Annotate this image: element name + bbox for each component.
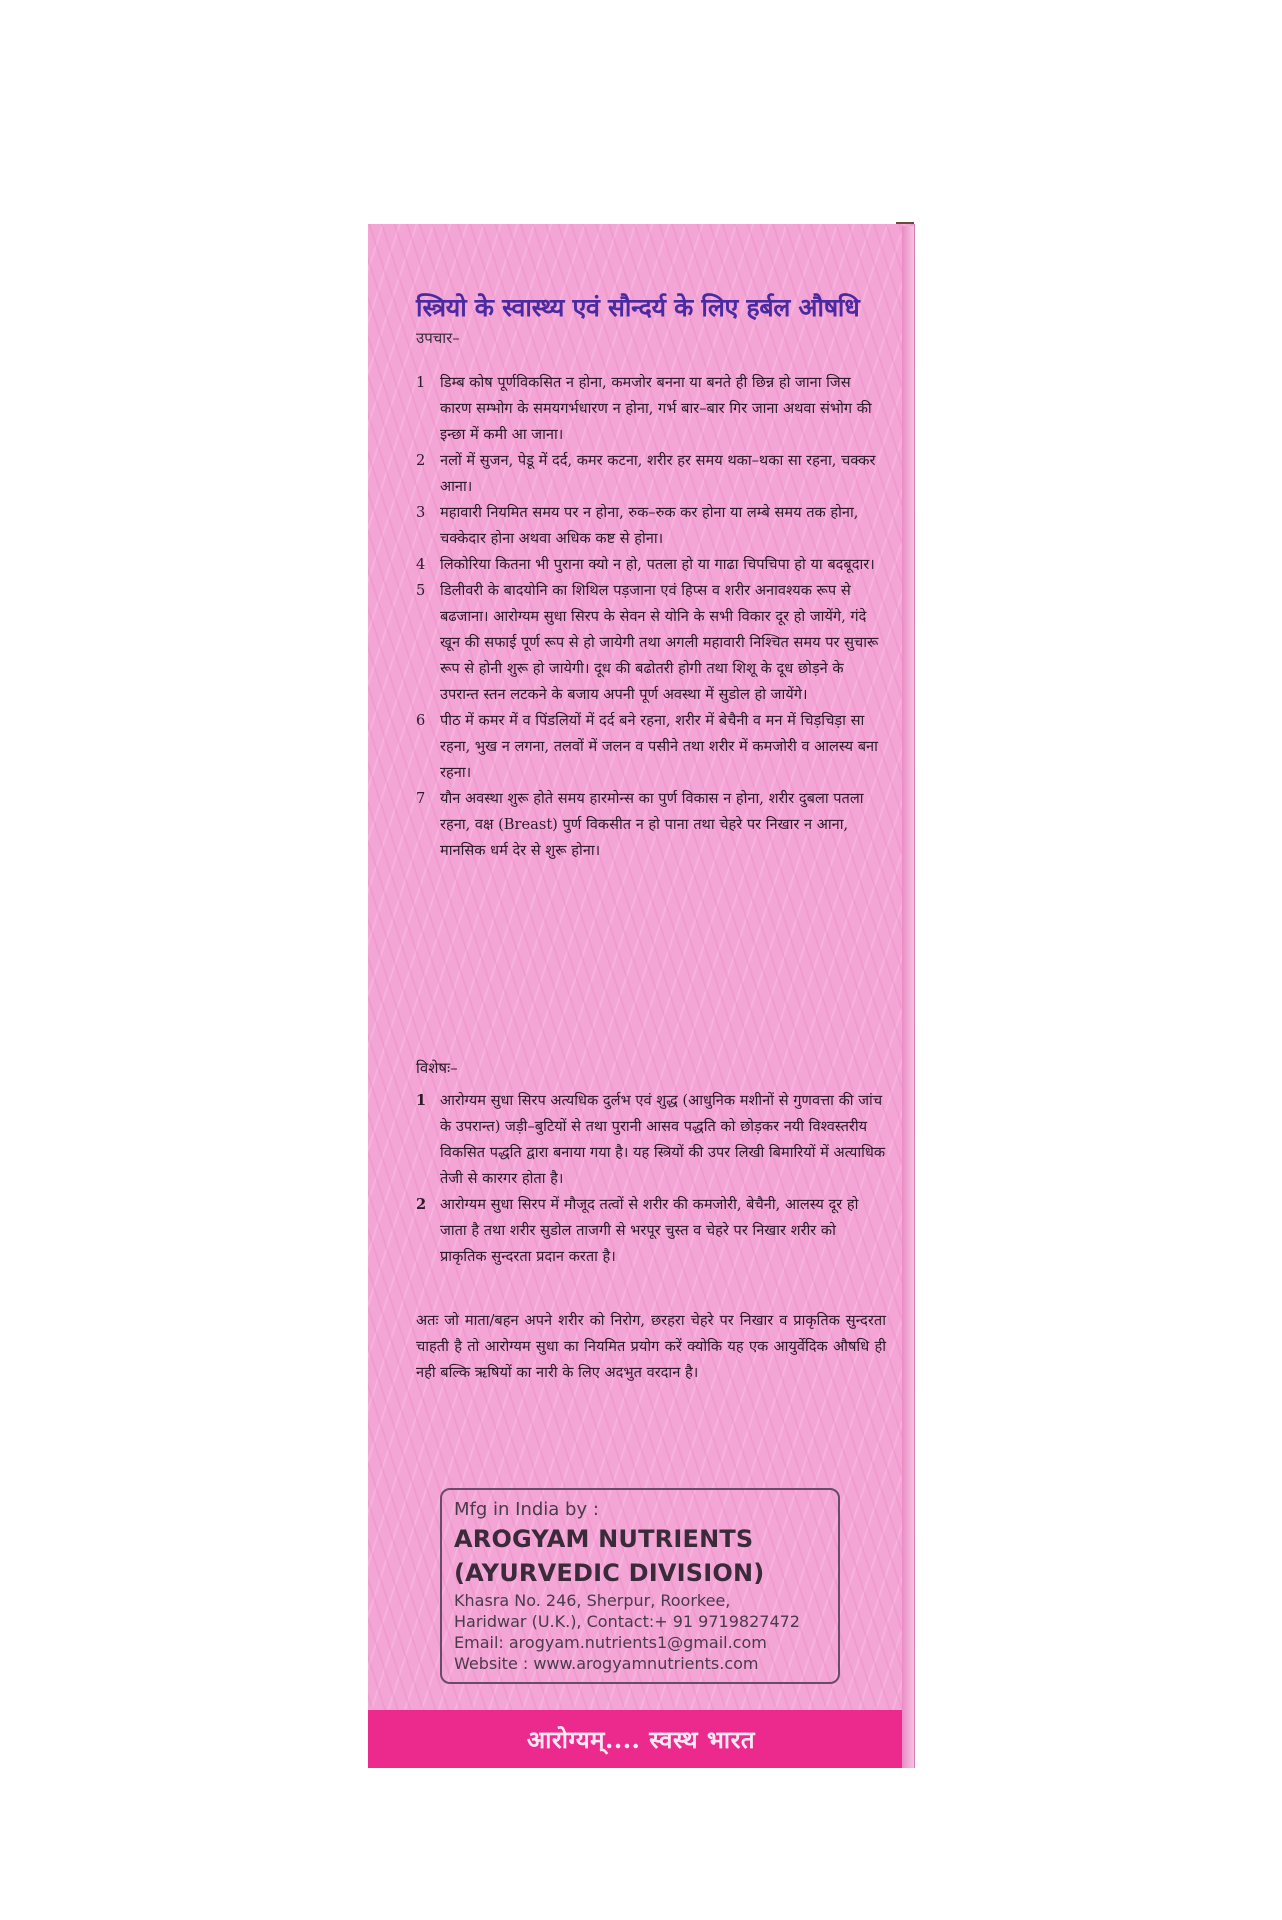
manufacturer-box [440,1488,840,1684]
item-number: 7 [416,790,426,807]
page-title: स्त्रियो के स्वास्थ्य एवं सौन्दर्य के लिए हर्बल औषधि [416,293,860,322]
item-text: महावारी नियमित समय पर न होना, रुक–रुक कर होना या लम्बे समय तक होना, चक्केदार होना अथवा अधिक कष्ट से होना। [440,504,859,547]
list-item [416,1192,886,1270]
list-item [416,370,886,448]
list-item [416,786,886,864]
item-number: 3 [416,504,426,521]
item-number: 2 [416,452,426,469]
special-heading: विशेषः– [416,1059,458,1077]
item-text: पीठ में कमर में व पिंडलियों में दर्द बने रहना, शरीर में बेचैनी व मन में चिड़चिड़ा सा रहना, भुख न लगना, तलवों में जलन व पसीने तथा शरीर में कमजोरी व आलस्य बना रहना। [440,712,878,781]
list-item [416,552,886,578]
email-line: Email: arogyam.nutrients1@gmail.com [454,1633,767,1652]
list-item [416,1088,886,1192]
list-item [416,500,886,552]
list-item [416,578,886,708]
item-number: 1 [416,374,426,391]
item-text: लिकोरिया कितना भी पुराना क्यो न हो, पतला हो या गाढा चिपचिपा हो या बदबूदार। [440,556,875,573]
item-number: 6 [416,712,426,729]
item-number: 2 [416,1196,427,1213]
item-number: 1 [416,1092,427,1109]
address-line-2: Haridwar (U.K.), Contact:+ 91 9719827472 [454,1612,800,1631]
list-item [416,708,886,786]
item-text: आरोग्यम सुधा सिरप में मौजूद तत्वों से शरीर की कमजोरी, बेचैनी, आलस्य दूर हो जाता है तथा शरीर सुडोल ताजगी से भरपूर चुस्त व चेहरे पर निखार शरीर को प्राकृतिक सुन्दरता प्रदान करता है। [440,1196,859,1265]
footer-band [368,1710,914,1768]
product-box-panel [368,224,914,1768]
item-number: 5 [416,582,426,599]
website-line: Website : www.arogyamnutrients.com [454,1654,759,1673]
mfg-label: Mfg in India by : [454,1499,599,1520]
treatments-list [416,370,886,864]
item-text: आरोग्यम सुधा सिरप अत्यधिक दुर्लभ एवं शुद्ध (आधुनिक मशीनों से गुणवत्ता की जांच के उपरान्त) जड़ी–बुटियों से तथा पुरानी आसव पद्धति को छोड़कर नयी विश्वस्तरीय विकसित पद्धति द्वारा बनाया गया है। यह स्त्रियों की उपर लिखी बिमारियों में अत्याधिक तेजी से कारगर होता है। [440,1092,886,1187]
item-text: यौन अवस्था शुरू होते समय हारमोन्स का पुर्ण विकास न होना, शरीर दुबला पतला रहना, वक्ष (Breast) पुर्ण विकसीत न हो पाना तथा चेहरे पर निखार न आना, मानसिक धर्म देर से शुरू होना। [440,790,864,859]
list-item [416,448,886,500]
conclusion-paragraph: अतः जो माता/बहन अपने शरीर को निरोग, छरहरा चेहरे पर निखार व प्राकृतिक सुन्दरता चाहती है तो आरोग्यम सुधा का नियमित प्रयोग करें क्योकि यह एक आयुर्वेदिक औषधि ही नही बल्कि ऋषियों का नारी के लिए अदभुत वरदान है। [416,1312,886,1381]
item-text: नलों में सुजन, पेडू में दर्द, कमर कटना, शरीर हर समय थका–थका सा रहना, चक्कर आना। [440,452,876,495]
company-name: AROGYAM NUTRIENTS [454,1525,754,1553]
item-number: 4 [416,556,426,573]
box-side-edge [902,226,914,1768]
company-division: (AYURVEDIC DIVISION) [454,1559,765,1587]
item-text: डिलीवरी के बादयोनि का शिथिल पड़जाना एवं हिप्स व शरीर अनावश्यक रूप से बढजाना। आरोग्यम सुधा सिरप के सेवन से योनि के सभी विकार दूर हो जायेंगे, गंदे खून की सफाई पूर्ण रूप से हो जायेगी तथा अगली महावारी निश्चित समय पर सुचारू रूप से होनी शुरू हो जायेगी। दूध की बढोतरी होगी तथा शिशू के दूध छोड़ने के उपरान्त स्तन लटकने के बजाय अपनी पूर्ण अवस्था में सुडोल हो जायेंगे। [440,582,879,703]
item-text: डिम्ब कोष पूर्णविकसित न होना, कमजोर बनना या बनते ही छिन्न हो जाना जिस कारण सम्भोग के समयगर्भधारण न होना, गर्भ बार–बार गिर जाना अथवा संभोग की इन्छा में कमी आ जाना। [440,374,872,443]
treatments-heading: उपचार– [416,329,460,347]
address-line-1: Khasra No. 246, Sherpur, Roorkee, [454,1591,731,1610]
footer-slogan: आरोग्यम्.... स्वस्थ भारत [526,1724,756,1754]
special-list [416,1088,886,1270]
